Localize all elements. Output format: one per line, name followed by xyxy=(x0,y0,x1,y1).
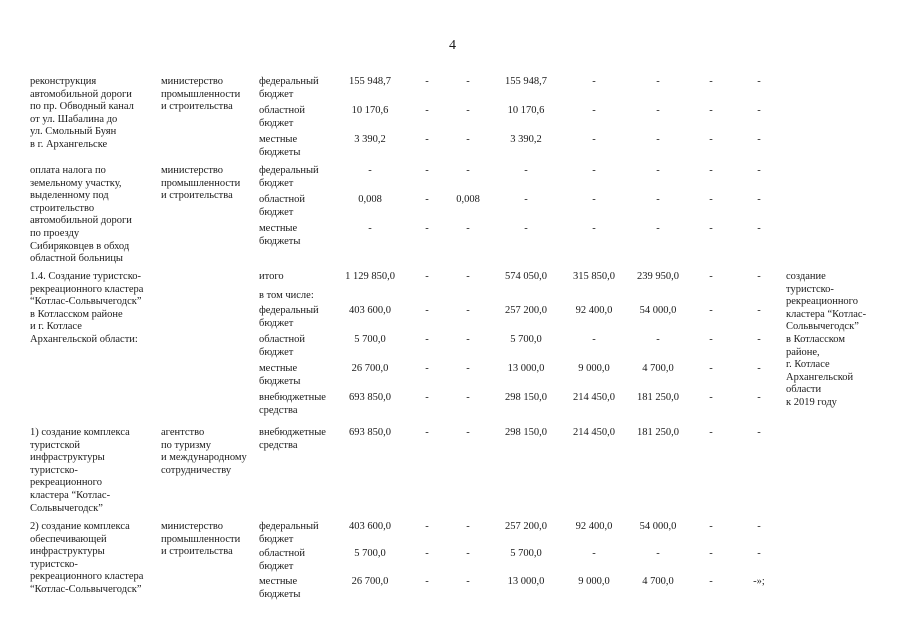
activity-name-line: выделенному под xyxy=(30,190,109,202)
amount-cell: 693 850,0 xyxy=(349,392,391,403)
funding-source xyxy=(259,334,349,359)
funding-source xyxy=(259,223,349,248)
amount-cell: 403 600,0 xyxy=(349,521,391,532)
activity-name-line: областной больницы xyxy=(30,253,123,265)
amount-cell: - xyxy=(757,521,761,532)
activity-name-line: по пр. Обводный канал xyxy=(30,101,134,113)
amount-cell: - xyxy=(425,194,429,205)
funding-source-line: местные xyxy=(259,363,298,374)
amount-cell: - xyxy=(425,223,429,234)
amount-cell: - xyxy=(592,105,596,116)
amount-cell: 5 700,0 xyxy=(354,334,386,345)
amount-cell: - xyxy=(757,271,761,282)
expected-result-line: г. Котласе xyxy=(786,359,830,371)
amount-cell: 9 000,0 xyxy=(578,576,610,587)
funding-source-line: бюджеты xyxy=(259,375,301,387)
executor-line: и строительства xyxy=(161,101,233,113)
activity-name-line: от ул. Шабалина до xyxy=(30,113,118,125)
amount-cell: 298 150,0 xyxy=(505,392,547,403)
funding-source-line: бюджеты xyxy=(259,146,301,158)
activity-name-line: обеспечивающей xyxy=(30,533,107,545)
amount-cell: - xyxy=(466,334,470,345)
activity-name-line: туристско- xyxy=(30,558,78,570)
activity-name-line: по проезду xyxy=(30,227,80,239)
funding-source-line: федеральный xyxy=(259,165,319,176)
amount-cell: - xyxy=(656,105,660,116)
amount-cell: - xyxy=(466,223,470,234)
expected-result-line: районе, xyxy=(786,346,820,358)
executor-line: сотрудничеству xyxy=(161,464,232,476)
amount-cell: 5 700,0 xyxy=(510,334,542,345)
amount-cell: 4 700,0 xyxy=(642,576,674,587)
funding-source-line: бюджет xyxy=(259,560,294,572)
amount-cell: - xyxy=(656,548,660,559)
amount-cell: 13 000,0 xyxy=(507,363,545,374)
amount-cell: - xyxy=(425,334,429,345)
amount-cell: 5 700,0 xyxy=(354,548,386,559)
amount-cell: 26 700,0 xyxy=(351,363,389,374)
funding-source xyxy=(259,165,349,190)
amount-cell: - xyxy=(425,271,429,282)
funding-source-line: федеральный xyxy=(259,76,319,87)
executor-line: министерство xyxy=(161,521,224,532)
amount-cell: - xyxy=(709,576,713,587)
amount-cell: - xyxy=(656,334,660,345)
funding-source-line: средства xyxy=(259,404,298,416)
activity-name-line: строительство xyxy=(30,202,95,214)
funding-source xyxy=(259,134,349,159)
funding-source-line: бюджет xyxy=(259,533,294,545)
activity-name-line: кластера “Котлас- xyxy=(30,489,111,501)
funding-source xyxy=(259,427,349,452)
amount-cell: - xyxy=(425,134,429,145)
activity-name-line: рекреационного кластера xyxy=(30,571,144,583)
amount-cell: - xyxy=(425,548,429,559)
funding-source-line: бюджеты xyxy=(259,588,301,600)
executor xyxy=(161,521,257,559)
expected-result-line: Архангельской xyxy=(786,371,854,383)
funding-source xyxy=(259,576,349,601)
amount-cell: 693 850,0 xyxy=(349,427,391,438)
funding-source-line: бюджет xyxy=(259,317,294,329)
activity-name-line: 2) создание комплекса xyxy=(30,521,130,532)
amount-cell: - xyxy=(656,165,660,176)
expected-result-line: создание xyxy=(786,271,826,282)
executor-line: и строительства xyxy=(161,190,233,202)
activity-name xyxy=(30,76,160,152)
amount-cell: - xyxy=(709,363,713,374)
executor-line: и строительства xyxy=(161,546,233,558)
amount-cell: - xyxy=(466,548,470,559)
amount-cell: 315 850,0 xyxy=(573,271,615,282)
amount-cell: - xyxy=(709,194,713,205)
funding-source-line: бюджет xyxy=(259,346,294,358)
expected-result-line: к 2019 году xyxy=(786,396,837,408)
funding-source xyxy=(259,194,349,219)
amount-cell: 239 950,0 xyxy=(637,271,679,282)
amount-cell: - xyxy=(368,165,372,176)
funding-source-line: средства xyxy=(259,439,298,451)
amount-cell: - xyxy=(757,76,761,87)
executor-line: и международному xyxy=(161,452,247,464)
activity-name xyxy=(30,165,160,266)
funding-source xyxy=(259,76,349,101)
amount-cell: 257 200,0 xyxy=(505,521,547,532)
executor-line: промышленности xyxy=(161,533,241,545)
amount-cell: - xyxy=(466,427,470,438)
amount-cell: 4 700,0 xyxy=(642,363,674,374)
amount-cell: 298 150,0 xyxy=(505,427,547,438)
activity-name xyxy=(30,521,160,597)
amount-cell: - xyxy=(466,134,470,145)
amount-cell: - xyxy=(757,334,761,345)
activity-name-line: автомобильной дороги xyxy=(30,215,132,227)
funding-source-line: областной xyxy=(259,105,305,116)
funding-source-line: бюджет xyxy=(259,206,294,218)
amount-cell: 92 400,0 xyxy=(575,521,613,532)
amount-cell: - xyxy=(466,305,470,316)
expected-result-line: в Котласском xyxy=(786,333,845,345)
amount-cell: - xyxy=(709,134,713,145)
amount-cell: - xyxy=(709,76,713,87)
amount-cell: - xyxy=(757,363,761,374)
amount-cell: 54 000,0 xyxy=(639,305,677,316)
amount-cell: - xyxy=(466,363,470,374)
amount-cell: - xyxy=(757,223,761,234)
amount-cell: - xyxy=(757,305,761,316)
activity-name-line: Архангельской области: xyxy=(30,333,138,345)
amount-cell: 181 250,0 xyxy=(637,392,679,403)
activity-name-line: инфраструктуры xyxy=(30,452,105,464)
amount-cell: - xyxy=(524,223,528,234)
amount-cell: - xyxy=(709,521,713,532)
amount-cell: - xyxy=(368,223,372,234)
amount-cell: - xyxy=(592,194,596,205)
amount-cell: -»; xyxy=(753,576,765,587)
executor-line: министерство xyxy=(161,76,224,87)
executor xyxy=(161,427,257,477)
amount-cell: - xyxy=(757,134,761,145)
funding-source-line: в том числе: xyxy=(259,290,314,301)
expected-result-line: туристско- xyxy=(786,283,834,295)
amount-cell: 181 250,0 xyxy=(637,427,679,438)
activity-name-line: 1.4. Создание туристско- xyxy=(30,271,142,282)
amount-cell: - xyxy=(709,334,713,345)
funding-source xyxy=(259,305,349,330)
activity-name-line: ул. Смольный Буян xyxy=(30,126,117,138)
expected-result-line: кластера “Котлас- xyxy=(786,308,867,320)
amount-cell: 54 000,0 xyxy=(639,521,677,532)
funding-source-line: внебюджетные xyxy=(259,427,326,438)
amount-cell: - xyxy=(757,194,761,205)
amount-cell: - xyxy=(709,223,713,234)
amount-cell: - xyxy=(524,194,528,205)
amount-cell: - xyxy=(466,165,470,176)
executor xyxy=(161,165,257,203)
executor-line: агентство xyxy=(161,427,205,438)
amount-cell: - xyxy=(709,548,713,559)
amount-cell: - xyxy=(757,165,761,176)
amount-cell: - xyxy=(709,105,713,116)
amount-cell: 0,008 xyxy=(456,194,480,205)
activity-name-line: оплата налога по xyxy=(30,165,106,176)
funding-source-line: федеральный xyxy=(259,521,319,532)
funding-source-line: местные xyxy=(259,576,298,587)
expected-result-line: Сольвычегодск” xyxy=(786,321,859,333)
amount-cell: - xyxy=(466,105,470,116)
amount-cell: - xyxy=(592,223,596,234)
funding-source xyxy=(259,290,349,303)
amount-cell: 10 170,6 xyxy=(351,105,389,116)
expected-result-line: области xyxy=(786,384,822,396)
activity-name-line: рекреационного кластера xyxy=(30,283,144,295)
activity-name-line: в г. Архангельске xyxy=(30,138,108,150)
funding-source-line: федеральный xyxy=(259,305,319,316)
activity-name-line: “Котлас-Сольвычегодск” xyxy=(30,583,142,595)
amount-cell: - xyxy=(757,105,761,116)
executor-line: по туризму xyxy=(161,439,211,451)
amount-cell: - xyxy=(709,392,713,403)
executor-line: министерство xyxy=(161,165,224,176)
executor-line: промышленности xyxy=(161,177,241,189)
amount-cell: - xyxy=(466,576,470,587)
amount-cell: 3 390,2 xyxy=(510,134,542,145)
amount-cell: 214 450,0 xyxy=(573,427,615,438)
funding-source xyxy=(259,105,349,130)
funding-source xyxy=(259,392,349,417)
activity-name-line: инфраструктуры xyxy=(30,546,105,558)
funding-source-line: местные xyxy=(259,134,298,145)
funding-source-line: областной xyxy=(259,194,305,205)
amount-cell: 0,008 xyxy=(358,194,382,205)
funding-source-line: бюджет xyxy=(259,88,294,100)
amount-cell: - xyxy=(656,76,660,87)
amount-cell: - xyxy=(592,134,596,145)
amount-cell: - xyxy=(425,76,429,87)
amount-cell: 10 170,6 xyxy=(507,105,545,116)
funding-source xyxy=(259,271,349,284)
executor-line: промышленности xyxy=(161,88,241,100)
amount-cell: 155 948,7 xyxy=(349,76,391,87)
page-number: 4 xyxy=(449,38,456,53)
amount-cell: - xyxy=(709,271,713,282)
activity-name-line: Сольвычегодск” xyxy=(30,502,103,514)
amount-cell: - xyxy=(592,165,596,176)
amount-cell: 403 600,0 xyxy=(349,305,391,316)
funding-source-line: итого xyxy=(259,271,284,282)
amount-cell: - xyxy=(466,521,470,532)
amount-cell: - xyxy=(425,363,429,374)
expected-result-line: рекреационного xyxy=(786,296,858,308)
amount-cell: 155 948,7 xyxy=(505,76,547,87)
activity-name-line: 1) создание комплекса xyxy=(30,427,130,438)
funding-source-line: внебюджетные xyxy=(259,392,326,403)
amount-cell: - xyxy=(656,194,660,205)
funding-source-line: местные xyxy=(259,223,298,234)
amount-cell: - xyxy=(592,334,596,345)
amount-cell: - xyxy=(466,76,470,87)
activity-name-line: земельному участку, xyxy=(30,177,122,189)
amount-cell: 9 000,0 xyxy=(578,363,610,374)
funding-source xyxy=(259,521,349,546)
amount-cell: - xyxy=(425,521,429,532)
funding-source-line: областной xyxy=(259,334,305,345)
expected-result xyxy=(786,271,896,410)
activity-name-line: “Котлас-Сольвычегодск” xyxy=(30,296,142,308)
amount-cell: - xyxy=(425,427,429,438)
funding-source-line: бюджеты xyxy=(259,235,301,247)
funding-source-line: бюджет xyxy=(259,117,294,129)
funding-source xyxy=(259,548,349,573)
amount-cell: - xyxy=(709,165,713,176)
amount-cell: - xyxy=(425,165,429,176)
amount-cell: - xyxy=(709,305,713,316)
executor xyxy=(161,76,257,114)
activity-name-line: туристско- xyxy=(30,464,78,476)
amount-cell: 574 050,0 xyxy=(505,271,547,282)
amount-cell: - xyxy=(757,548,761,559)
amount-cell: - xyxy=(466,392,470,403)
funding-source xyxy=(259,363,349,388)
amount-cell: 5 700,0 xyxy=(510,548,542,559)
activity-name-line: рекреационного xyxy=(30,477,102,489)
amount-cell: - xyxy=(425,105,429,116)
funding-source-line: бюджет xyxy=(259,177,294,189)
amount-cell: - xyxy=(709,427,713,438)
amount-cell: - xyxy=(466,271,470,282)
activity-name xyxy=(30,271,160,347)
amount-cell: - xyxy=(425,576,429,587)
amount-cell: 26 700,0 xyxy=(351,576,389,587)
amount-cell: - xyxy=(656,223,660,234)
activity-name-line: Сибиряковцев в обход xyxy=(30,240,130,252)
amount-cell: - xyxy=(524,165,528,176)
amount-cell: - xyxy=(425,305,429,316)
funding-source-line: областной xyxy=(259,548,305,559)
amount-cell: - xyxy=(592,76,596,87)
amount-cell: 92 400,0 xyxy=(575,305,613,316)
amount-cell: 214 450,0 xyxy=(573,392,615,403)
activity-name-line: реконструкция xyxy=(30,76,97,87)
activity-name xyxy=(30,427,160,515)
activity-name-line: туристской xyxy=(30,439,81,451)
activity-name-line: автомобильной дороги xyxy=(30,88,132,100)
amount-cell: - xyxy=(757,427,761,438)
amount-cell: 1 129 850,0 xyxy=(345,271,395,282)
amount-cell: - xyxy=(656,134,660,145)
activity-name-line: в Котласском районе xyxy=(30,308,123,320)
amount-cell: 13 000,0 xyxy=(507,576,545,587)
amount-cell: - xyxy=(425,392,429,403)
amount-cell: 3 390,2 xyxy=(354,134,386,145)
amount-cell: - xyxy=(592,548,596,559)
amount-cell: 257 200,0 xyxy=(505,305,547,316)
activity-name-line: и г. Котласе xyxy=(30,321,82,333)
amount-cell: - xyxy=(757,392,761,403)
